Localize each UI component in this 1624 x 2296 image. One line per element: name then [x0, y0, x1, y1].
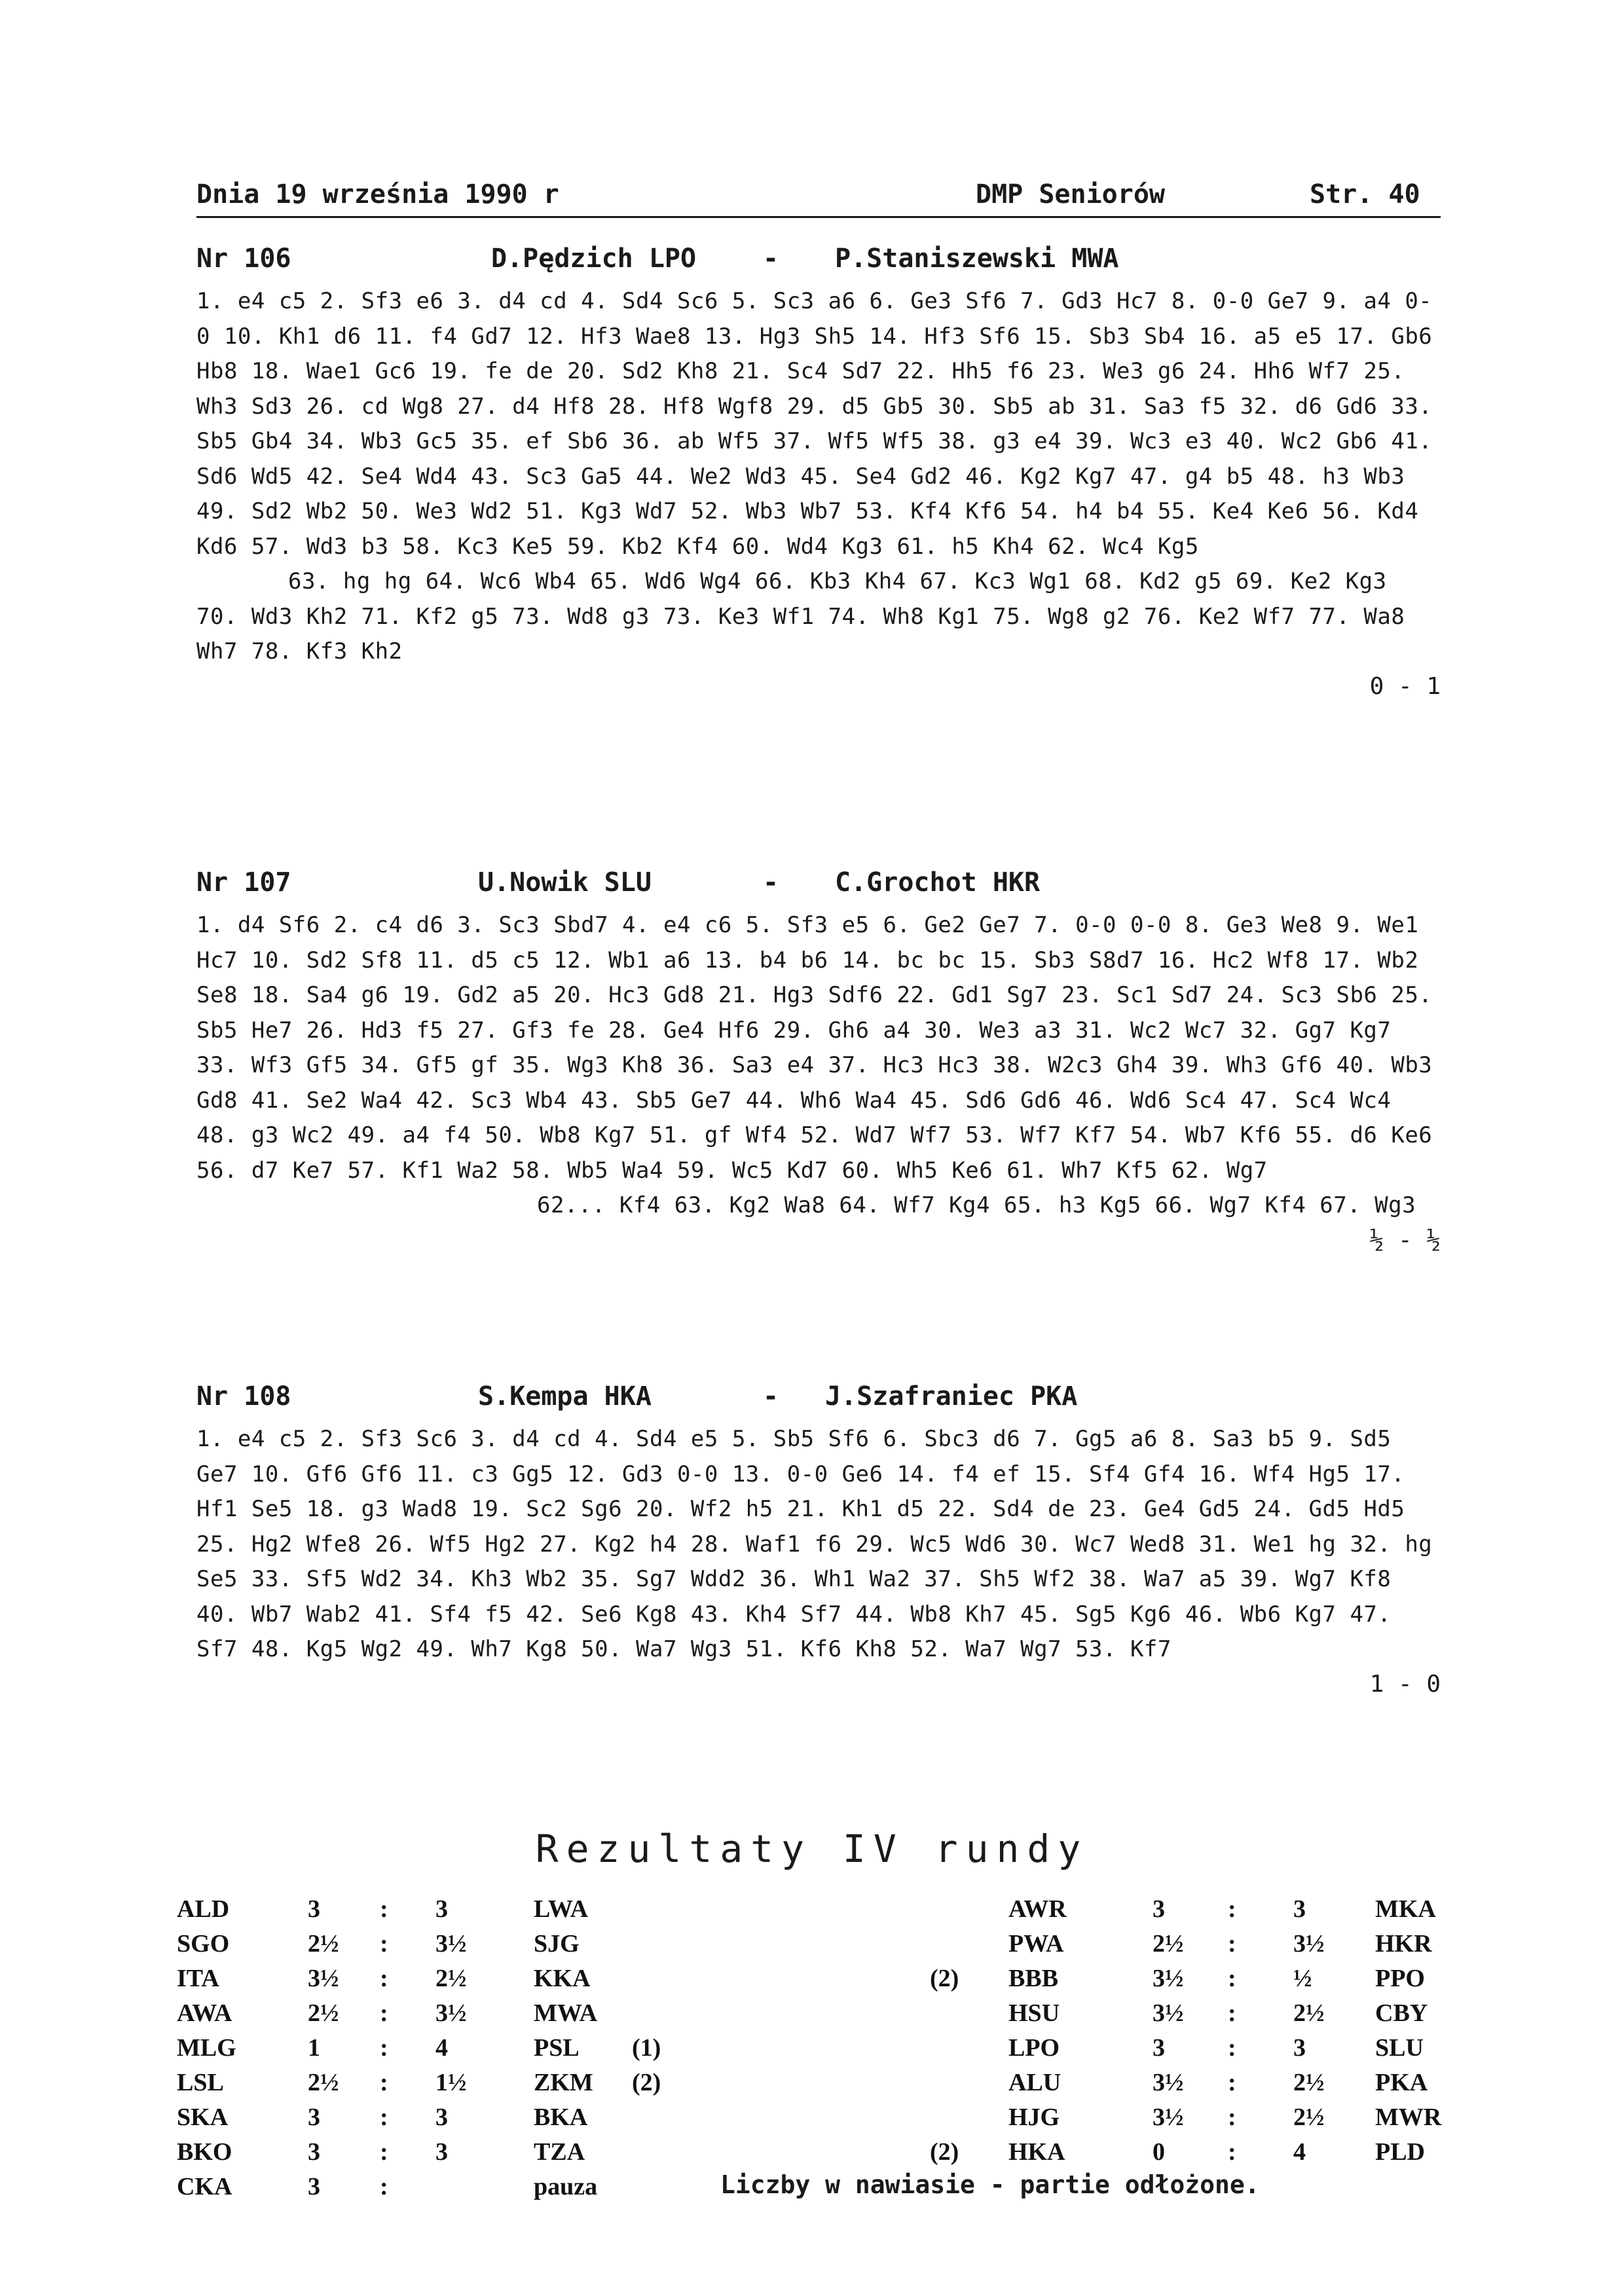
home-score: 2½ [1153, 1930, 1184, 1958]
away-team: ZKM [534, 2069, 593, 2096]
score-separator: : [1228, 2034, 1236, 2062]
game-moves: 1. e4 c5 2. Sf3 e6 3. d4 cd 4. Sd4 Sc6 5. Sc3 a6 6. Ge3 Sf6 7. Gd3 Hc7 8. 0-0 Ge7 9. a4 0-0 10. Kh1 d6 11. f4 Gd7 12. Hf3 Wae8 13. Hg3 Sh5 14. Hf3 Sf6 15. Sb3 Sb4 16. a5 e5 17. Gb6 Hb8 18. Wae1 Gc6 19. fe de 20. Sd2 Kh8 21. Sc4 Sd7 22. Hh5 f6 23. We3 g6 24. Hh6 Wf7 25. Wh3 Sd3 26. cd Wg8 27. d4 Hf8 28. Hf8 Wgf8 29. d5 Gb5 30. Sb5 ab 31. Sa3 f5 32. d6 Gd6 33. Sb5 Gb4 34. Wb3 Gc5 35. ef Sb6 36. ab Wf5 37. Wf5 Wf5 38. g3 e4 39. Wc3 e3 40. Wc2 Gb6 41. Sd6 Wd5 42. Se4 Wd4 43. Sc3 Ga5 44. We2 Wd3 45. Se4 Gd2 46. Kg2 Kg7 47. g4 b5 48. h3 Wb3 49. Sd2 Wb2 50. We3 Wd2 51. Kg3 Wd7 52. Wb3 Wb7 53. Kf4 Kf6 54. h4 b4 55. Ke4 Ke6 56. Kd4 Kd6 57. Wd3 b3 58. Kc3 Ke5 59. Kb2 Kf4 60. Wd4 Kg3 61. h5 Kh4 62. Wc4 Kg5 [196, 288, 1447, 560]
away-score: 3½ [435, 1930, 467, 1958]
result-row [177, 2066, 714, 2100]
away-score: 4 [435, 2034, 448, 2062]
home-team: AWR [1008, 1895, 1067, 1923]
game-moves: 1. e4 c5 2. Sf3 Sc6 3. d4 cd 4. Sd4 e5 5. Sb5 Sf6 6. Sbc3 d6 7. Gg5 a6 8. Sa3 b5 9. Sd5 Ge7 10. Gf6 Gf6 11. c3 Gg5 12. Gd3 0-0 13. 0-0 Ge6 14. f4 ef 15. Sf4 Gf4 16. Wf4 Hg5 17. Hf1 Se5 18. g3 Wad8 19. Sc2 Sg6 20. Wf2 h5 21. Kh1 d5 22. Sd4 de 23. Ge4 Gd5 24. Gd5 Hd5 25. Hg2 Wfe8 26. Wf5 Hg2 27. Kg2 h4 28. Waf1 f6 29. Wc5 Wd6 30. Wc7 Wed8 31. We1 hg 32. hg Se5 33. Sf5 Wd2 34. Kh3 Wb2 35. Sg7 Wdd2 36. Wh1 Wa2 37. Sh5 Wf2 38. Wa7 a5 39. Wg7 Kf8 40. Wb7 Wab2 41. Sf4 f5 42. Se6 Kg8 43. Kh4 Sf7 44. Wb8 Kh7 45. Sg5 Kg6 46. Wb6 Kg7 47. Sf7 48. Kg5 Wg2 49. Wh7 Kg8 50. Wa7 Wg3 51. Kf6 Kh8 52. Wa7 Wg7 53. Kf7 [196, 1426, 1447, 1662]
result-row [177, 2170, 714, 2204]
away-team: SJG [534, 1930, 580, 1958]
result-row [930, 2100, 1454, 2135]
adjourned-note: (1) [632, 2034, 661, 2062]
adjourned-note: (2) [930, 2138, 959, 2166]
result-row [177, 1927, 714, 1961]
adjourned-note: (2) [632, 2069, 661, 2096]
home-team: SKA [177, 2104, 229, 2131]
home-score: 3 [308, 2104, 320, 2131]
game-moves-continued: 62... Kf4 63. Kg2 Wa8 64. Wf7 Kg4 65. h3 Kg5 66. Wg7 Kf4 67. Wg3 [537, 1192, 1416, 1218]
header-event: DMP Seniorów [976, 179, 1165, 210]
game-title [196, 244, 1441, 284]
result-row [930, 1892, 1454, 1927]
home-team: HKA [1008, 2138, 1065, 2166]
game-moves-continued: 63. hg hg 64. Wc6 Wb4 65. Wd6 Wg4 66. Kb3 Kh4 67. Kc3 Wg1 68. Kd2 g5 69. Ke2 Kg3 70. Wd3 Kh2 71. Kf2 g5 73. Wd8 g3 73. Ke3 Wf1 74. Wh8 Kg1 75. Wg8 g2 76. Ke2 Wf7 77. Wa8 Wh7 78. Kf3 Kh2 [196, 568, 1419, 665]
black-player: J.Szafraniec PKA [825, 1381, 1078, 1412]
game-result: 1 - 0 [1369, 1670, 1441, 1698]
home-score: 0 [1153, 2138, 1165, 2166]
away-team: HKR [1375, 1930, 1432, 1958]
home-score: 3 [308, 2173, 320, 2200]
home-team: BKO [177, 2138, 232, 2166]
home-score: 2½ [308, 2069, 339, 2096]
home-score: 3½ [308, 1965, 339, 1992]
score-separator: : [380, 1895, 388, 1923]
home-team: SGO [177, 1930, 230, 1958]
result-row [930, 2135, 1454, 2170]
home-team: BBB [1008, 1965, 1059, 1992]
result-row [177, 2031, 714, 2066]
away-team: PLD [1375, 2138, 1425, 2166]
home-score: 3½ [1153, 2104, 1184, 2131]
home-team: MLG [177, 2034, 236, 2062]
score-separator: : [380, 2069, 388, 2096]
score-separator: : [380, 2104, 388, 2131]
home-team: PWA [1008, 1930, 1064, 1958]
away-score: 3 [1293, 1895, 1306, 1923]
home-score: 3½ [1153, 2069, 1184, 2096]
home-score: 3½ [1153, 1999, 1184, 2027]
away-score: 3 [435, 2104, 448, 2131]
result-row [177, 1996, 714, 2031]
home-team: ALU [1008, 2069, 1061, 2096]
game-result: 0 - 1 [1369, 672, 1441, 700]
results-table-left [177, 1892, 714, 2204]
footnote: Liczby w nawiasie - partie odłożone. [720, 2170, 1260, 2199]
away-team: TZA [534, 2138, 585, 2166]
away-score: 4 [1293, 2138, 1306, 2166]
home-score: 3 [1153, 1895, 1165, 1923]
away-team: MWR [1375, 2104, 1442, 2131]
white-player: U.Nowik SLU [478, 867, 652, 898]
away-score: 3½ [1293, 1930, 1325, 1958]
home-score: 2½ [308, 1930, 339, 1958]
away-team: KKA [534, 1965, 591, 1992]
away-team: PPO [1375, 1965, 1425, 1992]
white-player: D.Pędzich LPO [491, 244, 697, 274]
game-title [196, 867, 1441, 908]
home-team: ITA [177, 1965, 219, 1992]
score-separator: : [1228, 2138, 1236, 2166]
score-separator: : [1228, 1999, 1236, 2027]
result-row [930, 1961, 1454, 1996]
black-player: P.Staniszewski MWA [835, 244, 1119, 274]
home-team: AWA [177, 1999, 232, 2027]
away-team: MKA [1375, 1895, 1436, 1923]
away-score: 3 [435, 1895, 448, 1923]
players-dash: - [763, 867, 779, 898]
score-separator: : [380, 1930, 388, 1958]
score-separator: : [380, 1999, 388, 2027]
home-score: 1 [308, 2034, 320, 2062]
players-dash: - [763, 1381, 779, 1412]
result-row [177, 1961, 714, 1996]
players-dash: - [763, 244, 779, 274]
home-team: HSU [1008, 1999, 1060, 2027]
home-score: 3 [308, 2138, 320, 2166]
game-107 [196, 867, 1447, 1258]
score-separator: : [1228, 1895, 1236, 1923]
game-moves: 1. d4 Sf6 2. c4 d6 3. Sc3 Sbd7 4. e4 c6 5. Sf3 e5 6. Ge2 Ge7 7. 0-0 0-0 8. Ge3 We8 9. We1 Hc7 10. Sd2 Sf8 11. d5 c5 12. Wb1 a6 13. b4 b6 14. bc bc 15. Sb3 S8d7 16. Hc2 Wf8 17. Wb2 Se8 18. Sa4 g6 19. Gd2 a5 20. Hc3 Gd8 21. Hg3 Sdf6 22. Gd1 Sg7 23. Sc1 Sd7 24. Sc3 Sb6 25. Sb5 He7 26. Hd3 f5 27. Gf3 fe 28. Ge4 Hf6 29. Gh6 a4 30. We3 a3 31. Wc2 Wc7 32. Gg7 Kg7 33. Wf3 Gf5 34. Gf5 gf 35. Wg3 Kh8 36. Sa3 e4 37. Hc3 Hc3 38. W2c3 Gh4 39. Wh3 Gf6 40. Wb3 Gd8 41. Se2 Wa4 42. Sc3 Wb4 43. Sb5 Ge7 44. Wh6 Wa4 45. Sd6 Gd6 46. Wd6 Sc4 47. Sc4 Wc4 48. g3 Wc2 49. a4 f4 50. Wb8 Kg7 51. gf Wf4 52. Wd7 Wf7 53. Wf7 Kf7 54. Wb7 Kf6 55. d6 Ke6 56. d7 Ke7 57. Kf1 Wa2 58. Wb5 Wa4 59. Wc5 Kd7 60. Wh5 Ke6 61. Wh7 Kf5 62. Wg7 [196, 912, 1447, 1184]
game-106 [196, 244, 1447, 704]
home-team: ALD [177, 1895, 230, 1923]
home-team: CKA [177, 2173, 232, 2200]
home-score: 3½ [1153, 1965, 1184, 1992]
away-score: 3½ [435, 1999, 467, 2027]
score-separator: : [380, 2034, 388, 2062]
away-score: ½ [1293, 1965, 1312, 1992]
away-team: CBY [1375, 1999, 1428, 2027]
away-team: MWA [534, 1999, 598, 2027]
away-score: 2½ [1293, 2069, 1325, 2096]
game-108 [196, 1381, 1447, 1702]
header-page-number: Str. 40 [1310, 179, 1420, 210]
result-row [177, 2100, 714, 2135]
away-score: 3 [435, 2138, 448, 2166]
result-row [930, 2031, 1454, 2066]
score-separator: : [1228, 1965, 1236, 1992]
result-row [177, 2135, 714, 2170]
away-score: 2½ [1293, 2104, 1325, 2131]
game-result: ½ - ½ [1369, 1226, 1441, 1254]
score-separator: : [1228, 1930, 1236, 1958]
home-team: LSL [177, 2069, 224, 2096]
score-separator: : [380, 2173, 388, 2200]
game-number: Nr 107 [196, 867, 291, 898]
game-number: Nr 106 [196, 244, 291, 274]
home-score: 2½ [308, 1999, 339, 2027]
home-team: LPO [1008, 2034, 1060, 2062]
results-table-right [930, 1892, 1454, 2170]
results-title: Rezultaty IV rundy [535, 1827, 1089, 1871]
away-team: LWA [534, 1895, 589, 1923]
header-date: Dnia 19 września 1990 r [196, 179, 559, 210]
result-row [177, 1892, 714, 1927]
game-number: Nr 108 [196, 1381, 291, 1412]
score-separator: : [1228, 2069, 1236, 2096]
away-team: pauza [534, 2173, 598, 2200]
away-score: 2½ [435, 1965, 467, 1992]
result-row [930, 1927, 1454, 1961]
home-team: HJG [1008, 2104, 1060, 2131]
home-score: 3 [1153, 2034, 1165, 2062]
away-team: PSL [534, 2034, 580, 2062]
game-title [196, 1381, 1441, 1422]
adjourned-note: (2) [930, 1965, 959, 1992]
away-team: BKA [534, 2104, 588, 2131]
result-row [930, 1996, 1454, 2031]
white-player: S.Kempa HKA [478, 1381, 652, 1412]
away-score: 1½ [435, 2069, 467, 2096]
away-team: PKA [1375, 2069, 1428, 2096]
score-separator: : [380, 2138, 388, 2166]
score-separator: : [380, 1965, 388, 1992]
score-separator: : [1228, 2104, 1236, 2131]
page-header [196, 177, 1441, 218]
black-player: C.Grochot HKR [835, 867, 1041, 898]
home-score: 3 [308, 1895, 320, 1923]
away-score: 2½ [1293, 1999, 1325, 2027]
result-row [930, 2066, 1454, 2100]
away-score: 3 [1293, 2034, 1306, 2062]
away-team: SLU [1375, 2034, 1424, 2062]
